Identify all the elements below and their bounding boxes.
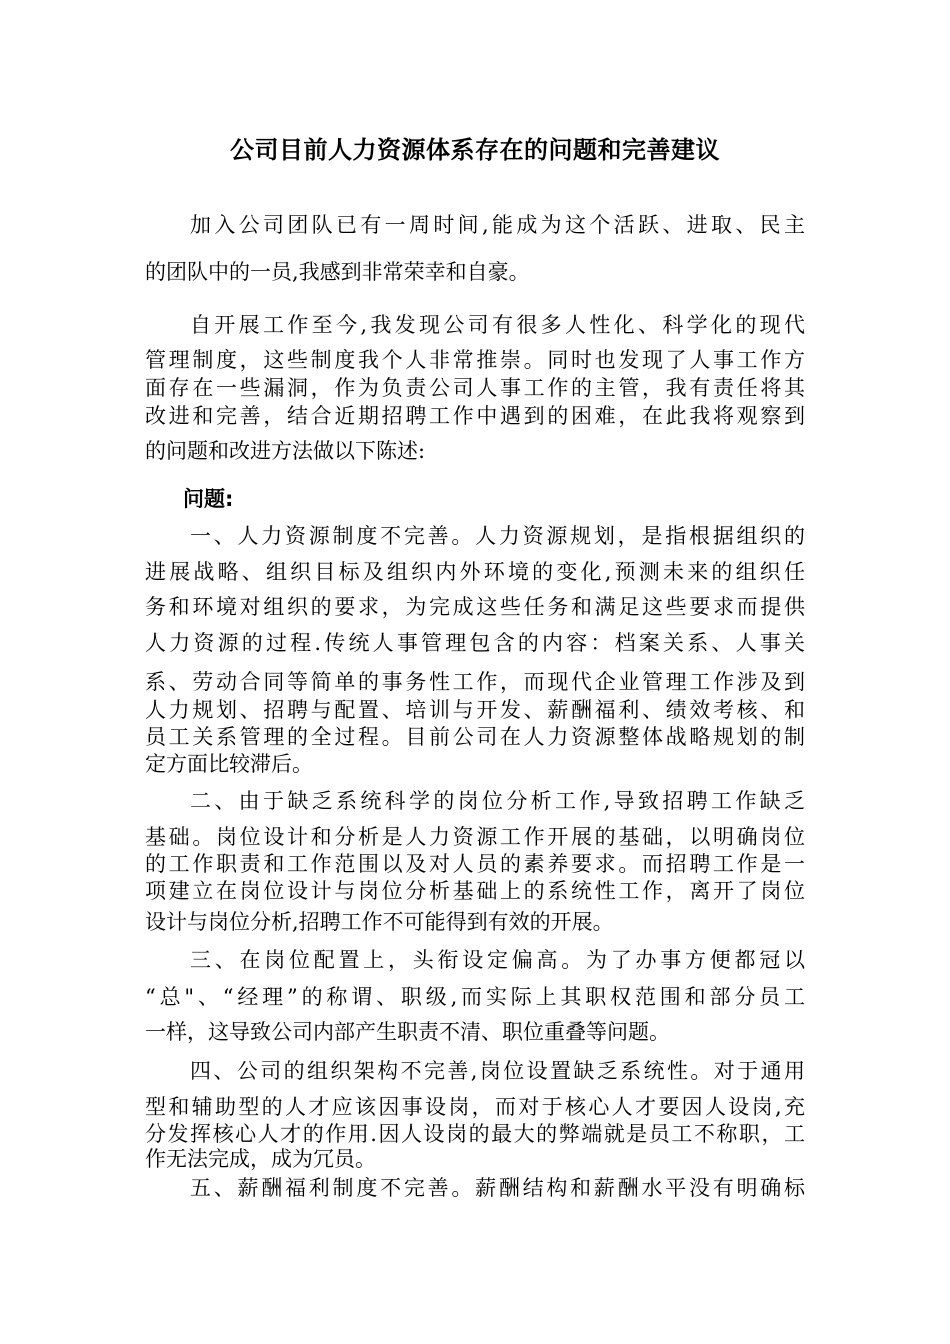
text-line: 进展战略、组织目标及组织内外环境的变化,预测未来的组织任 [145, 560, 805, 584]
text-line: 员工关系管理的全过程。目前公司在人力资源整体战略规划的制 [145, 725, 805, 749]
text-line: 管理制度，这些制度我个人非常推崇。同时也发现了人事工作方 [145, 348, 805, 372]
text-line: 项建立在岗位设计与岗位分析基础上的系统性工作，离开了岗位 [145, 879, 805, 903]
text-line: 的问题和改进方法做以下陈述: [145, 439, 426, 463]
text-line: 人力资源的过程.传统人事管理包含的内容：档案关系、人事关 [145, 631, 805, 655]
text-line: 加入公司团队已有一周时间,能成为这个活跃、进取、民主 [190, 213, 805, 237]
text-line: 五、薪酬福利制度不完善。薪酬结构和薪酬水平没有明确标 [190, 1176, 805, 1200]
text-line: 自开展工作至今,我发现公司有很多人性化、科学化的现代 [190, 313, 805, 337]
document-title: 公司目前人力资源体系存在的问题和完善建议 [230, 136, 720, 164]
text-line: 务和环境对组织的要求，为完成这些任务和满足这些要求而提供 [145, 595, 805, 619]
text-line: 一、人力资源制度不完善。人力资源规划，是指根据组织的 [190, 524, 805, 548]
text-line: 人力规划、招聘与配置、培训与开发、薪酬福利、绩效考核、和 [145, 698, 805, 722]
text-line: 作无法完成，成为冗员。 [145, 1147, 376, 1171]
text-line: 改进和完善，结合近期招聘工作中遇到的困难，在此我将观察到 [145, 404, 805, 428]
text-line: 的团队中的一员,我感到非常荣幸和自豪。 [145, 260, 530, 284]
text-line: 基础。岗位设计和分析是人力资源工作开展的基础，以明确岗位 [145, 825, 805, 849]
text-line: 四、公司的组织架构不完善,岗位设置缺乏系统性。对于通用 [190, 1059, 805, 1083]
text-line: 设计与岗位分析,招聘工作不可能得到有效的开展。 [145, 910, 614, 934]
text-line: 系、劳动合同等简单的事务性工作，而现代企业管理工作涉及到 [145, 670, 805, 694]
text-line: 一样，这导致公司内部产生职责不清、职位重叠等问题。 [145, 1020, 670, 1044]
text-line: “总"、“经理”的称谓、职级,而实际上其职权范围和部分员工 [145, 985, 805, 1009]
text-line: 型和辅助型的人才应该因事设岗，而对于核心人才要因人设岗,充 [145, 1095, 805, 1119]
text-line: 面存在一些漏洞，作为负责公司人事工作的主管，我有责任将其 [145, 376, 805, 400]
text-line: 定方面比较滞后。 [145, 752, 313, 776]
text-line: 三、在岗位配置上，头衔设定偏高。为了办事方便都冠以 [190, 948, 805, 972]
text-line: 的工作职责和工作范围以及对人员的素养要求。而招聘工作是一 [145, 852, 805, 876]
section-heading: 问题: [183, 487, 234, 511]
text-line: 分发挥核心人才的作用.因人设岗的最大的弊端就是员工不称职，工 [145, 1122, 805, 1146]
text-line: 二、由于缺乏系统科学的岗位分析工作,导致招聘工作缺乏 [190, 789, 805, 813]
